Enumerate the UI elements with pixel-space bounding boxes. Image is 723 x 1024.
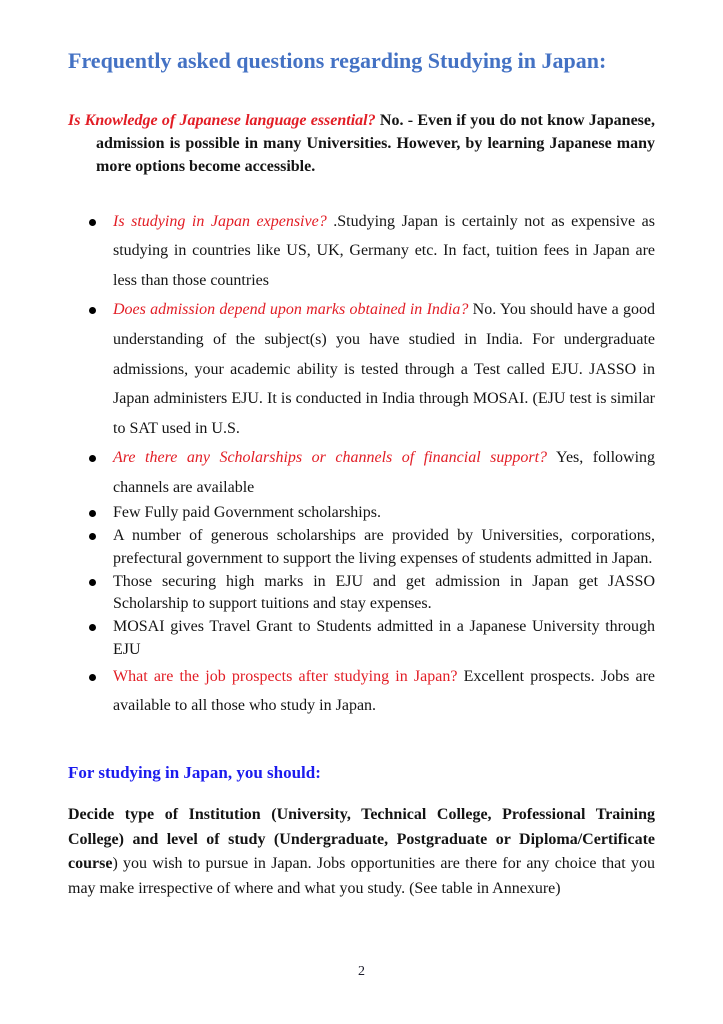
text-segment: ) you wish to pursue in Japan. Jobs opportunities are there for any choice that you may make irrespective of where and what you study. (See table in Annexure): [68, 855, 655, 898]
intro-paragraph: [68, 110, 655, 178]
bullet-item: [68, 571, 655, 616]
document-title: Frequently asked questions regarding Studying in Japan:: [68, 48, 607, 73]
section-heading: For studying in Japan, you should:: [68, 762, 321, 782]
bullet-item: [68, 443, 655, 502]
text-segment: A number of generous scholarships are provided by Universities, corporations, prefectural government to support the living expenses of students admitted in Japan.: [113, 527, 655, 567]
text-segment: Does admission depend upon marks obtained in India?: [113, 301, 469, 319]
text-segment: No. You should have a good understanding of the subject(s) you have studied in India. For undergraduate admissions, your academic ability is tested through a Test called EJU. JASSO in Japan administers EJU. It is conducted in India through MOSAI. (EJU test is similar to SAT used in U.S.: [113, 301, 656, 437]
text-segment: Is studying in Japan expensive?: [113, 212, 327, 230]
text-segment: What are the job prospects after studying in Japan?: [113, 667, 458, 685]
text-segment: Is Knowledge of Japanese language essential?: [68, 112, 376, 130]
text-segment: MOSAI gives Travel Grant to Students admitted in a Japanese University through EJU: [113, 618, 655, 658]
bullet-item: [68, 616, 655, 661]
text-segment: Excellent prospects. Jobs are available to all those who study in Japan.: [113, 667, 656, 715]
bullet-item: [68, 295, 655, 443]
bullet-item: [68, 207, 655, 296]
text-segment: Those securing high marks in EJU and get admission in Japan get JASSO Scholarship to support tuitions and stay expenses.: [113, 572, 655, 613]
text-segment: No. - Even if you do not know Japanese, admission is possible in many Universities. However, by learning Japanese many more options become accessible.: [96, 112, 655, 175]
bullet-item: [68, 502, 655, 525]
page-number: 2: [358, 964, 365, 979]
text-segment: Few Fully paid Government scholarships.: [113, 504, 381, 522]
bullet-item: [68, 525, 655, 570]
text-segment: Are there any Scholarships or channels of financial support?: [113, 449, 548, 467]
text-segment: Decide type of Institution (University, Technical College, Professional Training College) and level of study (Undergraduate, Postgraduate or Diploma/Certificate course: [68, 805, 655, 873]
faq-list: [68, 207, 655, 721]
bullet-item: [68, 662, 655, 721]
closing-paragraph: [68, 803, 655, 902]
text-segment: Yes, following channels are available: [113, 449, 656, 496]
text-segment: .Studying Japan is certainly not as expensive as studying in countries like US, UK, Germany etc. In fact, tuition fees in Japan are less than those countries: [113, 212, 655, 289]
